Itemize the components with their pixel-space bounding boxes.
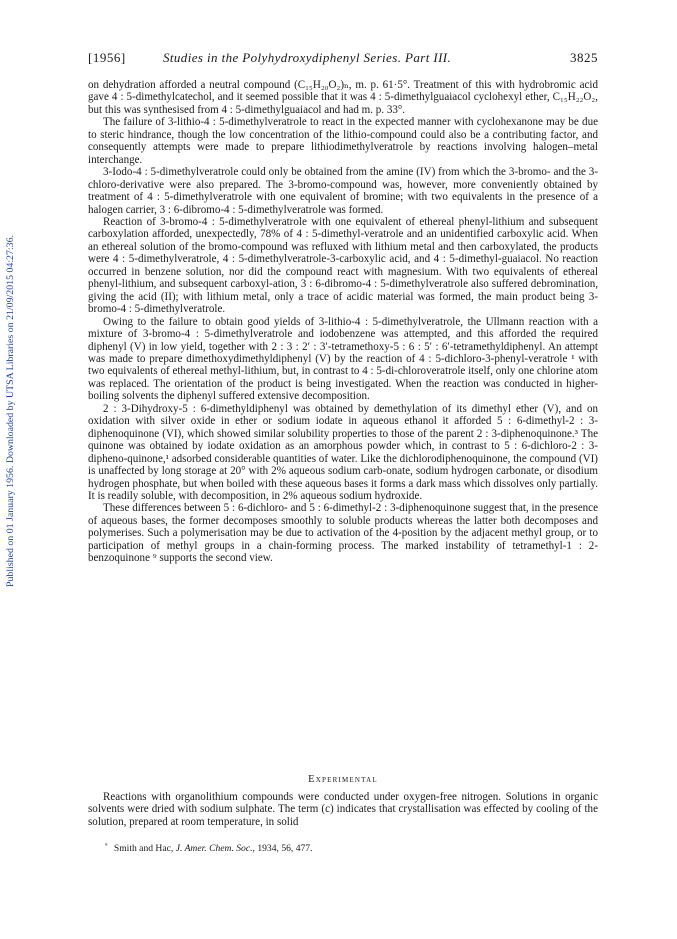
footnote-number: ⁹ (105, 842, 108, 850)
experimental-section (88, 791, 598, 828)
footnote-journal: J. Amer. Chem. Soc., (175, 843, 255, 854)
paragraph-7: These differences between 5 : 6-dichloro- and 5 : 6-dimethyl-2 : 3-diphenoquinone suggest that, in the presence of aqueous bases, the former decomposes smoothly to soluble products whereas the latter both decomposes and polymerises. Such a polymerisation may be due to activation of the 4-position by the adjacent methyl group, or to participation of methyl groups in a chain-forming process. The marked instability of tetramethyl-1 : 2-benzoquinone ⁹ supports the second view. (88, 502, 598, 565)
paragraph-1: on dehydration afforded a neutral compound (C₁₅H₂₀O₂)ₙ, m. p. 61·5°. Treatment of this with hydrobromic acid gave 4 : 5-dimethylcatechol, and it seemed possible that it was 4 : 5-dimethylguaiacol cyclohexyl ether, C₁₅H₂₂O₂, but this was synthesised from 4 : 5-dimethylguaiacol and had m. p. 33°. (88, 79, 598, 116)
footnote-reference: 1934, 56, 477. (257, 843, 313, 854)
footnote-authors: Smith and Hac, (113, 843, 174, 854)
article-body (88, 79, 598, 565)
header-title: Studies in the Polyhydroxydiphenyl Series. Part III. (163, 50, 452, 65)
section-heading-experimental: Experimental (308, 774, 378, 785)
paragraph-4: Reaction of 3-bromo-4 : 5-dimethylveratrole with one equivalent of ethereal phenyl-lithium and subsequent carboxylation afforded, unexpectedly, 78% of 4 : 5-dimethyl-veratrole and an unidentified carboxylic acid. When an ethereal solution of the bromo-compound was refluxed with lithium metal and then carboxylated, the products were 4 : 5-dimethylveratrole, 4 : 5-dimethylveratrole-3-carboxylic acid, and 4 : 5-dimethyl-guaiacol. No reaction occurred in benzene solution, nor did the compound react with magnesium. With two equivalents of ethereal phenyl-lithium, and subsequent carboxyl-ation, 3 : 6-dibromo-4 : 5-dimethylveratrole also suffered debromination, giving the acid (II); with lithium metal, only a trace of acidic material was formed, the main product being 3-bromo-4 : 5-dimethylveratrole. (88, 215, 598, 316)
page-number: 3825 (570, 50, 598, 65)
paragraph-3: 3-Iodo-4 : 5-dimethylveratrole could only be obtained from the amine (IV) from which the 3-bromo- and the 3-chloro-derivative were also prepared. The 3-bromo-compound was, however, more conveniently obtained by treatment of 4 : 5-dimethylveratrole with one equivalent of bromine; with two equivalents in the presence of a halogen carrier, 3 : 6-dibromo-4 : 5-dimethylveratrole was formed. (88, 166, 598, 216)
running-header (88, 50, 598, 66)
experimental-paragraph: Reactions with organolithium compounds were conducted under oxygen-free nitrogen. Solutions in organic solvents were dried with sodium sulphate. The term (c) indicates that crystallisation was effected by cooling of the solution, prepared at room temperature, in solid (88, 791, 598, 828)
paragraph-5: Owing to the failure to obtain good yields of 3-lithio-4 : 5-dimethylveratrole, the Ullmann reaction with a mixture of 3-bromo-4 : 5-dimethylveratrole and iodobenzene was attempted, and this afforded the required diphenyl (V) in low yield, together with 2 : 3 : 2′ : 3′-tetramethoxy-5 : 6 : 5′ : 6′-tetramethyldiphenyl. An attempt was made to prepare dimethoxydimethyldiphenyl (V) by the reaction of 4 : 5-dichloro-3-phenyl-veratrole ¹ with two equivalents of ethereal methyl-lithium, but, in contrast to 4 : 5-di-chloroveratrole itself, only one chlorine atom was replaced. The orientation of the product is being investigated. When the reaction was conducted in higher-boiling solvents the diphenyl suffered extensive decomposition. (88, 315, 598, 403)
footnote (105, 840, 585, 855)
side-note-text: Published on 01 January 1956. Downloaded by UTSA Libraries on 21/09/2015 04:27:36. (5, 259, 15, 587)
paragraph-2: The failure of 3-lithio-4 : 5-dimethylveratrole to react in the expected manner with cyclohexanone may be due to steric hindrance, though the low concentration of the lithio-compound could also be a contributing factor, and consequently attempts were made to prepare lithiodimethylveratrole by reactions involving halogen–metal interchange. (88, 116, 598, 166)
header-year: [1956] (88, 50, 126, 65)
publication-side-note (2, 232, 18, 587)
paragraph-6: 2 : 3-Dihydroxy-5 : 6-dimethyldiphenyl was obtained by demethylation of its dimethyl ether (V), and on oxidation with silver oxide in ether or sodium iodate in aqueous ethanol it afforded 5 : 6-dimethyl-2 : 3-diphenoquinone (VI), which showed similar solubility properties to those of the parent 2 : 3-diphenoquinone.³ The quinone was obtained by iodate oxidation as an amorphous powder which, in contrast to 5 : 6-dichloro-2 : 3-dipheno-quinone,¹ adsorbed considerable quantities of water. Like the dichlorodiphenoquinone, the compound (VI) is unaffected by long storage at 20° with 2% aqueous sodium carb-onate, sodium hydrogen carbonate, or disodium hydrogen phosphate, but when boiled with these aqueous bases it forms a dark mass which dissolves only partially. It is readily soluble, with decomposition, in 2% aqueous sodium hydroxide. (88, 402, 598, 502)
